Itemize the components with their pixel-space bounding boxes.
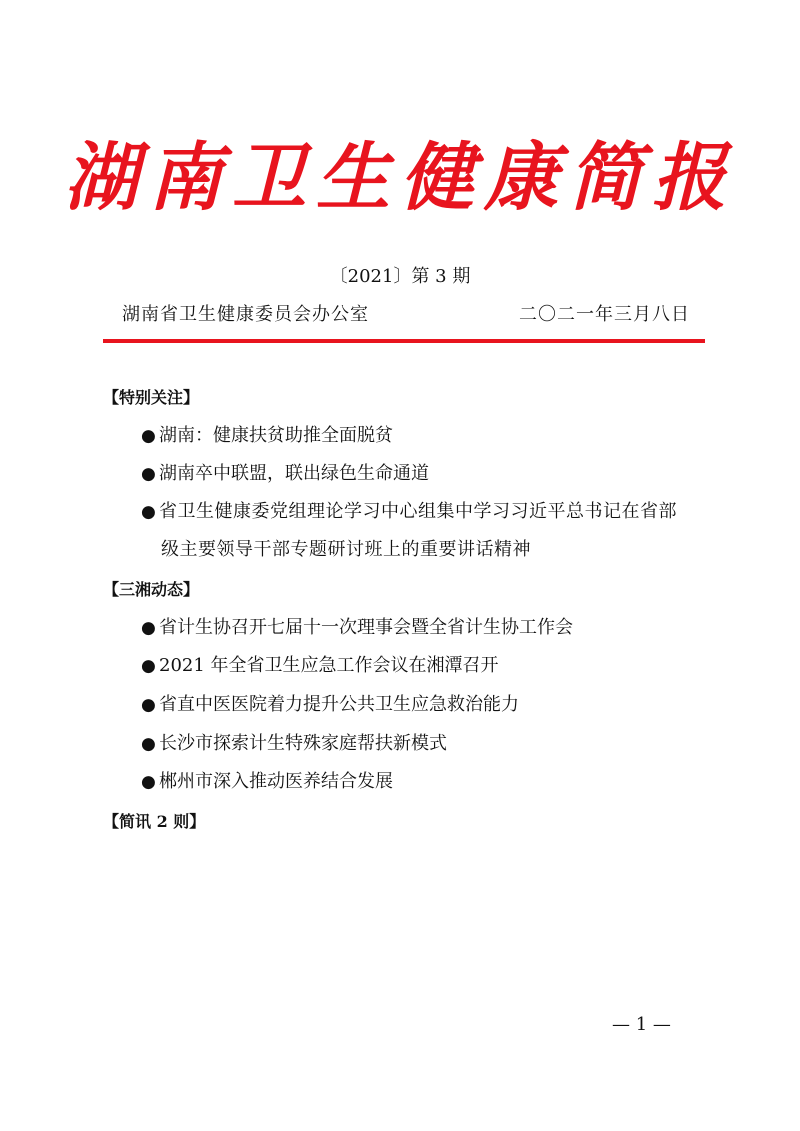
section-heading-special-focus: 【特别关注】 [103, 388, 200, 407]
toc-item-label: 省直中医医院着力提升公共卫生应急救治能力 [159, 694, 519, 715]
issuer-line [122, 300, 690, 330]
toc-item-label-line-1: 省卫生健康委党组理论学习中心组集中学习习近平总书记在省部 [159, 501, 677, 522]
bullet-icon: ● [141, 502, 157, 522]
toc-item-label: 郴州市深入推动医养结合发展 [159, 771, 393, 792]
masthead-title: 湖南卫生健康简报 [64, 135, 736, 221]
toc-item[interactable] [141, 729, 701, 759]
issue-date: 二〇二一年三月八日 [519, 304, 690, 325]
toc-item-label: 省计生协召开七届十一次理事会暨全省计生协工作会 [159, 617, 573, 638]
toc-item[interactable] [141, 497, 701, 567]
bullet-icon: ● [141, 734, 156, 754]
bullet-icon: ● [141, 772, 156, 792]
section-heading-local-news: 【三湘动态】 [103, 580, 200, 599]
section-heading-briefs: 【简讯 2 则】 [103, 812, 206, 831]
red-divider-rule [103, 339, 705, 343]
bullet-icon: ● [141, 426, 156, 446]
bullet-icon: ● [141, 464, 156, 484]
issue-number: 〔2021〕第 3 期 [329, 266, 471, 287]
toc-item-label-line-2: 级主要领导干部专题研讨班上的重要讲话精神 [161, 539, 531, 560]
bullet-icon: ● [141, 618, 156, 638]
issuing-organization: 湖南省卫生健康委员会办公室 [122, 304, 369, 325]
toc-item[interactable] [141, 421, 701, 451]
toc-item-label: 长沙市探索计生特殊家庭帮扶新模式 [159, 733, 447, 754]
toc-item-label: 2021 年全省卫生应急工作会议在湘潭召开 [159, 655, 499, 676]
toc-item[interactable] [141, 459, 701, 489]
bullet-icon: ● [141, 695, 156, 715]
toc-item[interactable] [141, 690, 701, 720]
page-number: — 1 — [612, 1014, 671, 1035]
toc-item[interactable] [141, 651, 701, 681]
toc-item-label: 湖南：健康扶贫助推全面脱贫 [159, 425, 393, 446]
toc-item-label: 湖南卒中联盟，联出绿色生命通道 [159, 463, 429, 484]
toc-item[interactable] [141, 613, 701, 643]
bullet-icon: ● [141, 656, 156, 676]
toc-item[interactable] [141, 767, 701, 797]
toc-item-line-1 [141, 497, 677, 527]
